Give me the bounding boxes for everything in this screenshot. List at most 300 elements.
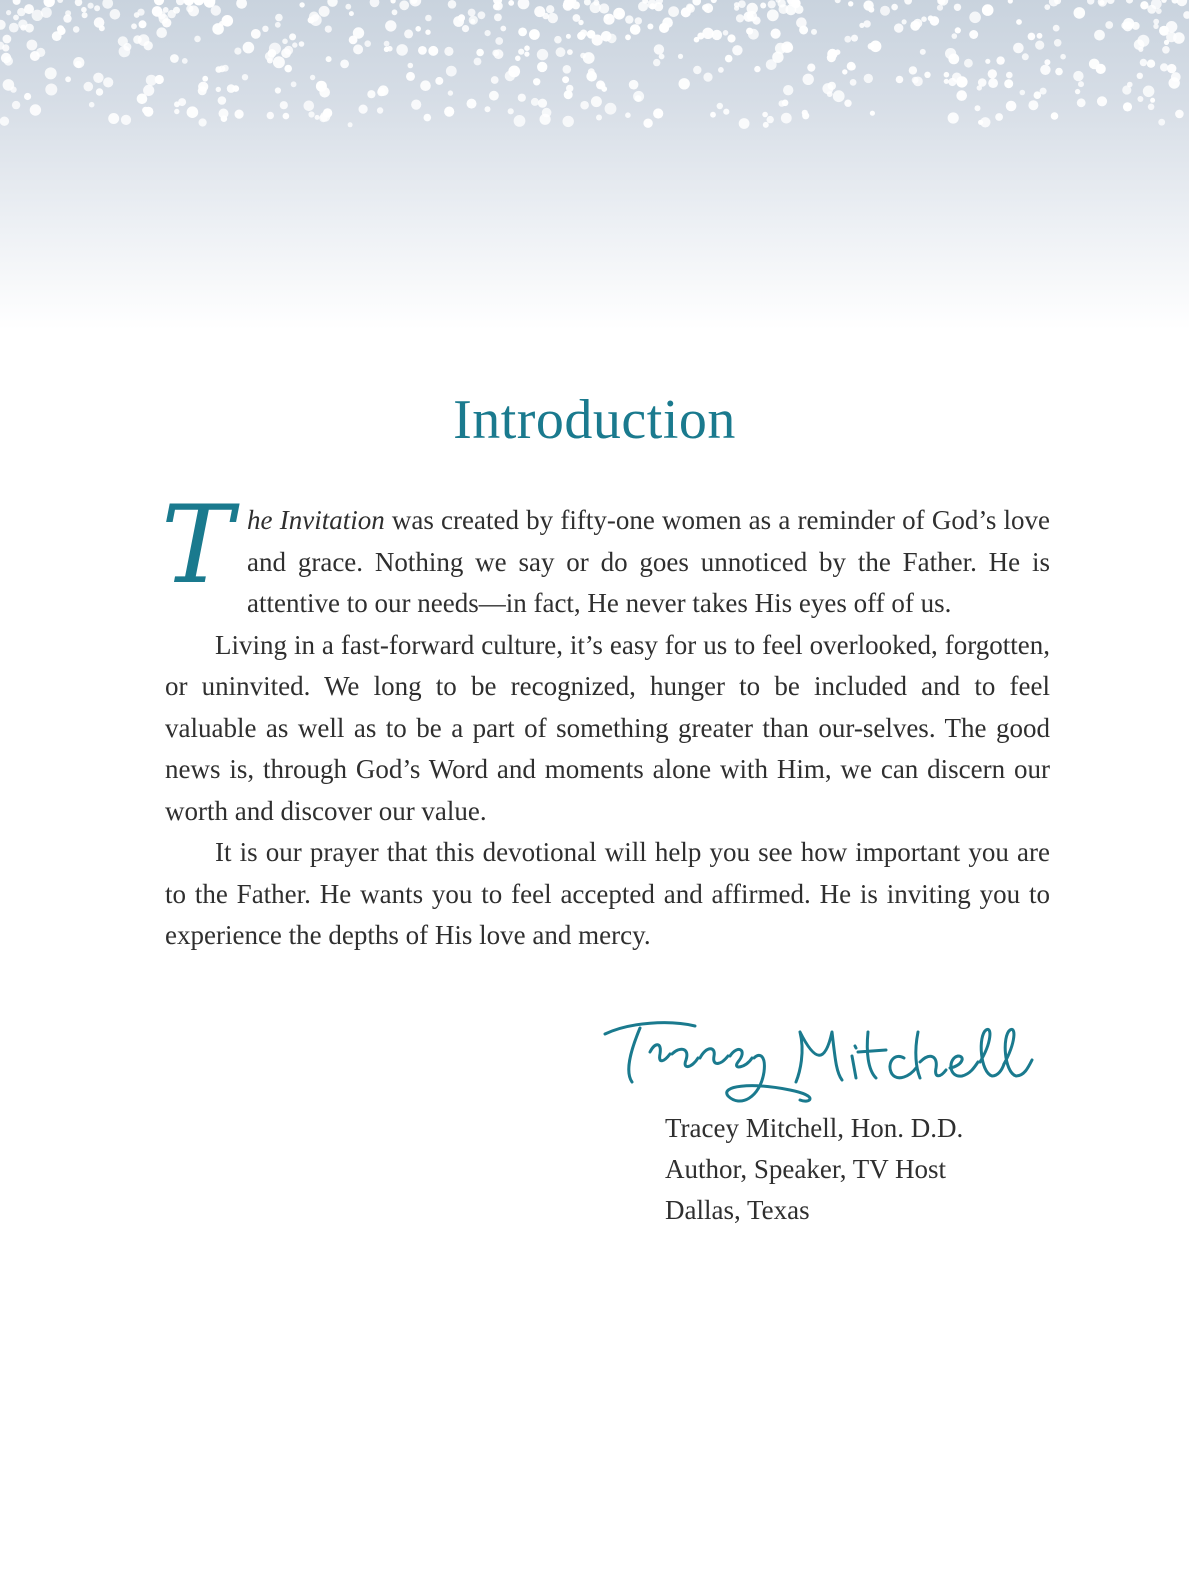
snow-dot — [242, 74, 248, 80]
snow-dot — [566, 34, 571, 39]
snow-dot — [835, 0, 841, 3]
snow-dot — [493, 3, 500, 10]
snow-dot — [948, 112, 959, 123]
snow-dot — [693, 66, 701, 74]
snow-dot — [702, 28, 713, 39]
snow-dot — [418, 46, 427, 55]
snow-dot — [370, 0, 380, 7]
snow-dot — [518, 0, 530, 9]
snow-dot — [275, 87, 281, 93]
snow-dot — [93, 73, 103, 83]
snow-dot — [281, 48, 291, 58]
snow-dot — [964, 59, 973, 68]
snow-dot — [384, 47, 389, 52]
snow-dot — [1055, 68, 1063, 76]
snow-dot — [1158, 119, 1165, 126]
snow-dot — [12, 101, 20, 109]
snow-dot — [57, 0, 63, 3]
snow-dot — [1147, 5, 1156, 14]
snow-dot — [1028, 100, 1038, 110]
snow-dot — [234, 48, 241, 55]
snow-dot — [807, 64, 815, 72]
snow-dot — [1087, 0, 1094, 5]
snow-dot — [110, 9, 121, 20]
snow-dot — [1167, 64, 1176, 73]
snow-dot — [94, 5, 100, 11]
snow-dot — [88, 3, 94, 9]
snow-dot — [844, 36, 851, 43]
snow-dot — [654, 44, 664, 54]
snow-dot — [89, 102, 95, 108]
snow-dot — [599, 3, 609, 13]
snow-dot — [444, 47, 453, 56]
snow-dot — [969, 11, 981, 23]
snow-dot — [910, 21, 920, 31]
snow-dot — [409, 0, 421, 7]
page-title: Introduction — [453, 389, 736, 451]
snow-dot — [448, 90, 453, 95]
snow-dot — [262, 26, 268, 32]
snow-dot — [420, 80, 431, 91]
snow-dot — [424, 114, 432, 122]
snow-dot — [218, 96, 227, 105]
snow-dot — [315, 115, 320, 120]
snow-dot — [118, 36, 128, 46]
snow-dot — [468, 9, 476, 17]
snow-dot — [668, 6, 679, 17]
snow-dot — [139, 20, 147, 28]
snow-dot — [444, 107, 454, 117]
snow-dot — [485, 106, 491, 112]
snow-dot — [17, 8, 25, 16]
snow-dot — [425, 30, 430, 35]
snow-dot — [121, 115, 131, 125]
snow-dot — [686, 4, 694, 12]
snow-dot — [345, 4, 351, 10]
snow-dot — [924, 72, 930, 78]
snow-dot — [563, 65, 572, 74]
snow-dot — [119, 46, 131, 58]
snow-dot — [786, 4, 797, 15]
signer-location: Dallas, Texas — [665, 1195, 810, 1225]
snow-dot — [65, 10, 71, 16]
snow-dot — [27, 40, 38, 51]
snow-dot — [326, 56, 332, 62]
snow-dot — [467, 99, 477, 109]
snow-dot — [385, 20, 396, 31]
snow-dot — [1137, 73, 1143, 79]
snow-dot — [763, 122, 769, 128]
snow-dot — [73, 26, 80, 33]
snow-dot — [1013, 43, 1024, 54]
snow-dot — [847, 62, 856, 71]
snow-dot — [476, 49, 484, 57]
snow-dot — [75, 0, 83, 6]
snow-dot — [803, 74, 814, 85]
snow-dot — [723, 30, 729, 36]
snow-dot — [453, 16, 464, 27]
snow-dot — [1171, 72, 1181, 82]
snow-dot — [779, 100, 786, 107]
snow-dots-pattern — [0, 0, 1189, 330]
snow-dot — [1122, 85, 1131, 94]
snow-dot — [198, 82, 208, 92]
snow-dot — [1123, 102, 1132, 111]
snow-dot — [448, 0, 457, 9]
snow-dot — [1126, 0, 1133, 4]
snow-dot — [955, 27, 961, 33]
snow-dot — [767, 116, 774, 123]
snow-dot — [1183, 11, 1189, 19]
snow-dot — [583, 52, 595, 64]
snow-dot — [739, 118, 750, 129]
snow-dot — [659, 23, 669, 33]
snow-dot — [168, 10, 176, 18]
snow-dot — [937, 5, 943, 11]
snow-dot — [912, 77, 919, 84]
snow-dot — [534, 6, 545, 17]
snow-dot — [1051, 112, 1059, 120]
snow-dot — [928, 15, 934, 21]
snow-dot — [1098, 0, 1107, 7]
snow-dot — [1073, 71, 1083, 81]
snow-dot — [1150, 98, 1155, 103]
snow-dot — [131, 23, 137, 29]
snow-dot — [193, 0, 204, 5]
snow-dot — [1105, 21, 1113, 29]
paragraph-3: It is our prayer that this devotional will help you see how important you are to the Father. He wants you to feel accepted and affirmed. He is inviting you to experience the depths of His love and mercy. — [165, 837, 1050, 950]
snow-dot — [469, 16, 478, 25]
snow-dot — [283, 113, 290, 120]
snow-dot — [1140, 59, 1147, 66]
snow-dot — [500, 26, 506, 32]
snow-dot — [392, 9, 398, 15]
snow-dot — [96, 88, 103, 95]
snow-dot — [327, 0, 337, 7]
snow-dot — [202, 76, 208, 82]
snow-dot — [734, 6, 739, 11]
snow-dot — [308, 111, 314, 117]
signer-role: Author, Speaker, TV Host — [665, 1154, 947, 1184]
snow-dot — [948, 78, 956, 86]
snow-dot — [762, 112, 768, 118]
snow-dot — [57, 25, 64, 32]
snow-dot — [284, 65, 292, 73]
snow-dot — [1075, 89, 1080, 94]
snow-dot — [982, 4, 994, 16]
snow-dot — [1097, 96, 1107, 106]
paragraph-1-text: was created by fifty-one women as a reminder of God’s love and grace. Nothing we say or do goes unnoticed by the Father. He is attentive to our needs—in fact, He never takes His eyes off of us. — [247, 505, 1050, 618]
snow-dot — [134, 12, 140, 18]
snow-dot — [20, 25, 26, 31]
signer-block — [665, 1108, 963, 1231]
snow-dot — [1166, 32, 1177, 43]
snow-dot — [45, 67, 57, 79]
snow-dot — [348, 122, 353, 127]
snow-dot — [995, 113, 1003, 121]
snow-dot — [811, 29, 817, 35]
snow-dot — [870, 111, 875, 116]
snow-dot — [524, 45, 530, 51]
snow-dot — [723, 109, 729, 115]
snow-dot — [1020, 90, 1026, 96]
snow-dot — [748, 29, 759, 40]
snow-dot — [292, 42, 297, 47]
snow-dot — [518, 28, 527, 37]
snow-dot — [227, 84, 236, 93]
snow-dot — [378, 85, 389, 96]
snow-dot — [948, 54, 959, 65]
snow-dot — [1006, 72, 1013, 79]
snow-dot — [3, 35, 12, 44]
snow-dot — [850, 79, 857, 86]
snow-dot — [518, 49, 524, 55]
snow-dot — [625, 15, 633, 23]
snow-dot — [492, 50, 499, 57]
snow-dot — [653, 108, 663, 118]
snow-dot — [518, 94, 526, 102]
snow-dot — [702, 4, 709, 11]
snow-dot — [1060, 54, 1066, 60]
snow-dot — [1004, 79, 1013, 88]
snow-dot — [827, 49, 837, 59]
snow-dot — [304, 101, 315, 112]
snow-dot — [864, 74, 873, 83]
snow-dot — [41, 7, 52, 18]
snow-dot — [718, 67, 724, 73]
snow-dot — [1148, 104, 1155, 111]
snow-dot — [1147, 60, 1155, 68]
snow-dot — [364, 40, 371, 47]
snow-dot — [291, 81, 297, 87]
snow-dot — [428, 46, 438, 56]
snow-dot — [596, 115, 602, 121]
snow-dot — [710, 112, 716, 118]
snow-dot — [219, 109, 229, 119]
snow-dot — [725, 55, 733, 63]
snow-dot — [944, 79, 949, 84]
snow-dot — [30, 104, 41, 115]
snow-dot — [977, 85, 982, 90]
snow-dot — [649, 3, 655, 9]
snow-dot — [174, 101, 180, 107]
snow-dot — [625, 34, 631, 40]
snow-dot — [920, 49, 926, 55]
snow-dot — [580, 30, 588, 38]
snow-dot — [359, 105, 368, 114]
snow-dot — [184, 0, 195, 6]
snow-dot — [538, 99, 547, 108]
snow-dot — [174, 109, 179, 114]
snow-dot — [1166, 21, 1178, 33]
snow-dot — [319, 6, 330, 17]
snow-dot — [833, 90, 845, 102]
snow-dot — [45, 84, 57, 96]
snow-dot — [638, 1, 648, 11]
snow-dot — [194, 36, 201, 43]
snow-dot — [1035, 41, 1044, 50]
snow-dot — [771, 28, 781, 38]
snow-dot — [236, 0, 247, 9]
snow-dot — [82, 12, 88, 18]
snow-dot — [844, 100, 851, 107]
snow-dot — [531, 98, 539, 106]
snow-dot — [1074, 7, 1086, 19]
snow-dot — [988, 78, 998, 88]
snow-dot — [108, 113, 119, 124]
snow-dot — [727, 34, 735, 42]
snow-dot — [717, 103, 723, 109]
snow-dot — [182, 58, 188, 64]
snow-dot — [904, 0, 912, 5]
snow-dot — [587, 30, 596, 39]
snow-dot — [170, 54, 179, 63]
snow-dot — [478, 11, 486, 19]
snow-dot — [711, 0, 717, 3]
snow-dot — [580, 101, 589, 110]
snow-dot — [289, 33, 296, 40]
snow-dot — [251, 29, 261, 39]
snow-dot — [491, 76, 499, 84]
snow-dot — [1161, 0, 1167, 3]
snow-dot — [996, 56, 1004, 64]
snow-dot — [1107, 0, 1115, 4]
snow-dot — [474, 58, 482, 66]
snow-dot — [533, 78, 540, 85]
snow-dot — [1175, 110, 1184, 119]
snow-dot — [1137, 96, 1143, 102]
snow-dot — [1140, 1, 1148, 9]
snow-dot — [598, 82, 605, 89]
snow-dot — [537, 49, 548, 60]
snow-dot — [1022, 53, 1029, 60]
snow-dot — [692, 0, 701, 6]
snow-dot — [679, 78, 690, 89]
snow-dot — [630, 24, 641, 35]
snow-dot — [848, 1, 853, 6]
decorative-header-band — [0, 0, 1189, 330]
snow-dot — [267, 112, 274, 119]
snow-dot — [211, 5, 221, 15]
snow-dot — [894, 23, 903, 32]
snow-dot — [1153, 24, 1158, 29]
snow-dot — [546, 5, 554, 13]
snow-dot — [514, 115, 526, 127]
snow-dot — [653, 59, 660, 66]
snow-dot — [537, 62, 547, 72]
snow-dot — [24, 93, 31, 100]
snow-dot — [529, 29, 540, 40]
snow-dot — [36, 48, 45, 57]
snow-dot — [367, 90, 375, 98]
snow-dot — [635, 17, 642, 24]
snow-dot — [768, 0, 776, 8]
snow-dot — [760, 3, 766, 9]
snow-dot — [766, 59, 777, 70]
snow-dot — [81, 7, 87, 13]
snow-dot — [319, 87, 330, 98]
snow-dot — [156, 27, 167, 38]
snow-dot — [1006, 101, 1017, 112]
snow-dot — [822, 83, 833, 94]
snow-dot — [275, 22, 281, 28]
snow-dot — [944, 72, 950, 78]
snow-dot — [390, 0, 395, 4]
snow-dot — [1040, 65, 1050, 75]
snow-dot — [65, 76, 71, 82]
signer-name: Tracey Mitchell, Hon. D.D. — [665, 1113, 964, 1143]
snow-dot — [556, 47, 566, 57]
snow-dot — [280, 101, 288, 109]
snow-dot — [988, 69, 997, 78]
signature-flourish-icon — [600, 1012, 1050, 1122]
snow-dot — [4, 56, 13, 65]
snow-dot — [6, 10, 11, 15]
snow-dot — [647, 24, 653, 30]
snow-dot — [94, 17, 105, 28]
snow-dot — [1156, 8, 1162, 14]
snow-dot — [625, 112, 631, 118]
snow-dot — [799, 26, 808, 35]
snow-dot — [325, 26, 332, 33]
snow-dot — [1053, 25, 1060, 32]
snow-dot — [267, 58, 273, 64]
snow-dot — [411, 100, 421, 110]
snow-dot — [896, 76, 904, 84]
snow-dot — [629, 80, 639, 90]
snow-dot — [578, 20, 583, 25]
snow-dot — [406, 72, 415, 81]
snow-dot — [1078, 81, 1084, 87]
snow-dot — [310, 14, 322, 26]
snow-dot — [75, 61, 82, 68]
snow-dot — [2, 44, 9, 51]
snow-dot — [604, 14, 609, 19]
snow-dot — [320, 112, 330, 122]
paragraph-2: Living in a fast-forward culture, it’s easy for us to feel overlooked, forgotten, or uninvited. We long to be recognized, hunger to be included and to feel valuable as well as to be a part of something greater than our-selves. The good news is, through God’s Word and moments alone with Him, we can discern our worth and discover our value. — [165, 629, 1050, 826]
snow-dot — [1143, 86, 1155, 98]
snow-dot — [199, 118, 207, 126]
snow-dot — [1096, 64, 1106, 74]
snow-dot — [1121, 22, 1128, 29]
snow-dot — [0, 117, 9, 126]
snow-dot — [694, 37, 700, 43]
body-text — [161, 483, 1050, 957]
snow-dot — [921, 16, 927, 22]
snow-dot — [1044, 4, 1050, 10]
snow-dot — [954, 4, 961, 11]
snow-dot — [349, 11, 354, 16]
snow-dot — [219, 66, 226, 73]
snow-dot — [1044, 59, 1050, 65]
snow-dot — [1054, 39, 1062, 47]
snow-dot — [863, 0, 873, 10]
snow-dot — [489, 91, 499, 101]
snow-dot — [952, 33, 958, 39]
snow-dot — [562, 76, 569, 83]
snow-dot — [495, 37, 503, 45]
snow-dot — [485, 30, 491, 36]
snow-dot — [524, 52, 529, 57]
snow-dot — [643, 119, 652, 128]
snow-dot — [425, 15, 432, 22]
snow-dot — [1008, 0, 1013, 4]
snow-dot — [842, 69, 847, 74]
snow-dot — [736, 14, 744, 22]
snow-dot — [563, 1, 573, 11]
snow-dot — [508, 0, 514, 6]
snow-dot — [163, 7, 169, 13]
